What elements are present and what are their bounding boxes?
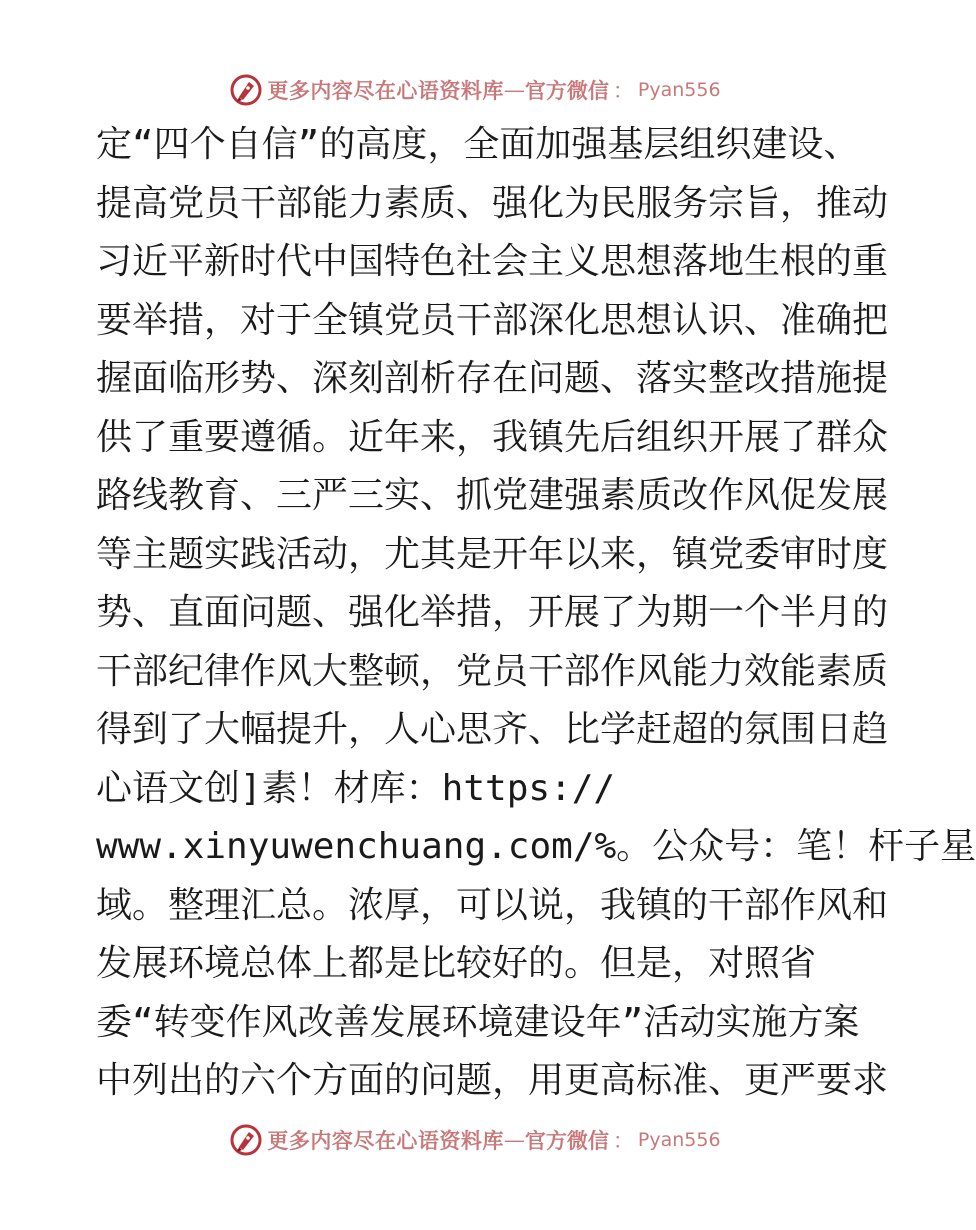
text-line: 势、直面问题、强化举措，开展了为期一个半月的: [96, 592, 889, 633]
body-text: [96, 116, 976, 1111]
footer-wechat-label: 官方微信: [524, 1128, 609, 1153]
text-line: 发展环境总体上都是比较好的。但是，对照省: [96, 943, 817, 984]
text-line: 得到了大幅提升，人心思齐、比学赶超的氛围日趋: [96, 709, 889, 750]
text-line: 委“转变作风改善发展环境建设年”活动实施方案: [96, 1001, 860, 1043]
header-separator: —: [503, 78, 525, 102]
text-line: 域。整理汇总。浓厚，可以说，我镇的干部作风和: [96, 884, 889, 926]
text-line: 要举措，对于全镇党员干部深化思想认识、准确把: [96, 299, 889, 341]
header-wechat-id: Pyan556: [637, 79, 721, 101]
pen-nib-icon: [229, 1123, 263, 1157]
footer-wechat-id: Pyan556: [637, 1129, 721, 1151]
footer-banner: [0, 1120, 950, 1160]
text-line: 等主题实践活动，尤其是开年以来，镇党委审时度: [96, 533, 889, 575]
pen-nib-icon: [229, 73, 263, 107]
text-line: 定“四个自信”的高度，全面加强基层组织建设、: [96, 124, 860, 165]
text-line: 供了重要遵循。近年来，我镇先后组织开展了群众: [96, 416, 889, 458]
footer-separator: —: [503, 1128, 525, 1152]
header-colon: ：: [612, 79, 634, 103]
header-wechat-label: 官方微信: [524, 78, 609, 103]
footer-site-text: 更多内容尽在心语资料库: [267, 1128, 504, 1153]
header-site-text: 更多内容尽在心语资料库: [267, 78, 504, 103]
text-line: 握面临形势、深刻剖析存在问题、落实整改措施提: [96, 358, 889, 399]
text-line: 心语文创]素！材库：https://: [96, 767, 616, 809]
text-line: 习近平新时代中国特色社会主义思想落地生根的重: [96, 241, 889, 282]
text-line: 中列出的六个方面的问题，用更高标准、更严要求: [96, 1060, 889, 1101]
text-line: 干部纪律作风大整顿，党员干部作风能力效能素质: [96, 650, 889, 692]
text-line: 路线教育、三严三实、抓党建强素质改作风促发展: [96, 475, 889, 516]
header-banner: [0, 70, 950, 110]
footer-colon: ：: [612, 1129, 634, 1153]
text-line: 提高党员干部能力素质、强化为民服务宗旨，推动: [96, 182, 889, 224]
text-line: www.xinyuwenchuang.com/%。公众号：笔！杆子星: [96, 826, 976, 867]
